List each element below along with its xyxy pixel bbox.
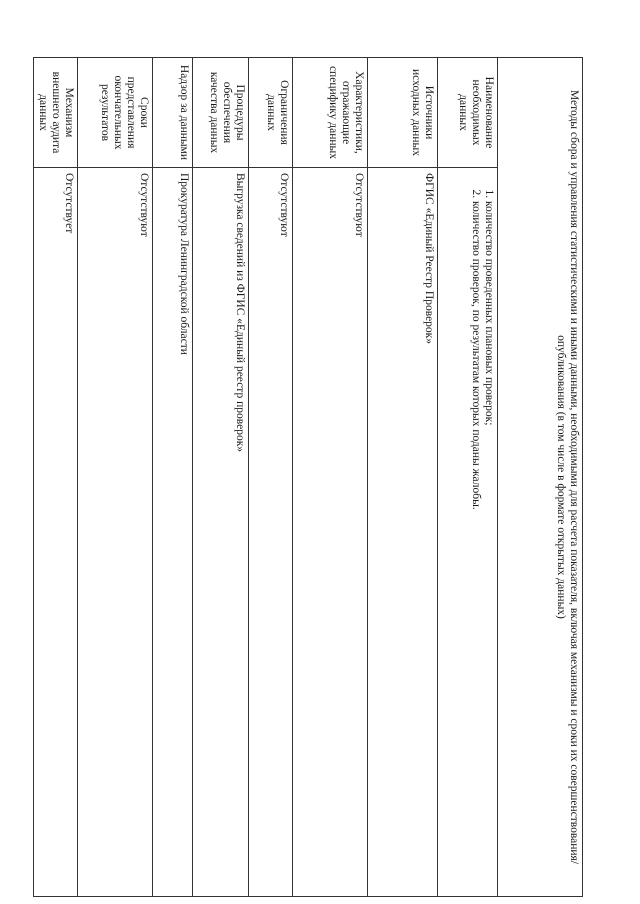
table-row	[438, 58, 498, 897]
table-row	[293, 58, 368, 897]
row-value: Отсутствует	[34, 168, 78, 897]
row-value	[438, 168, 498, 897]
row-value: Отсутствуют	[293, 168, 368, 897]
row-label: Сроки представления окончательных результатов	[78, 58, 153, 168]
rotated-page	[37, 57, 583, 897]
row-value: Отсутствуют	[78, 168, 153, 897]
row-value: Прокуратура Ленинградской области	[153, 168, 193, 897]
row-value: Выгрузка сведений из ФГИС «Единый реестр проверок»	[193, 168, 249, 897]
methods-table	[33, 57, 583, 897]
list-item: 1. количество проведенных плановых проверок;	[482, 201, 495, 891]
row-label: Наименование необходимых данных	[438, 58, 498, 168]
table-row	[193, 58, 249, 897]
table-row	[78, 58, 153, 897]
needed-data-list	[469, 173, 495, 891]
table-header-row	[498, 58, 583, 897]
row-label: Процедуры обеспечения качества данных	[193, 58, 249, 168]
row-label: Механизм внешнего аудита данных	[34, 58, 78, 168]
list-item: 2. количество проверок, по результатам которых поданы жалобы.	[469, 201, 482, 891]
row-label: Надзор за данными	[153, 58, 193, 168]
row-value: Отсутствуют	[249, 168, 293, 897]
table-header: Методы сбора и управления статистическими и иными данными, необходимыми для расчета показателя, включая механизмы и сроки их совершенствования/опубликования (в том числе в формате открытых данных)	[498, 58, 583, 897]
row-label: Источники исходных данных	[368, 58, 438, 168]
table-row	[368, 58, 438, 897]
table-row	[153, 58, 193, 897]
row-label: Ограничения данных	[249, 58, 293, 168]
row-value: ФГИС «Единый Реестр Проверок»	[368, 168, 438, 897]
table-row	[249, 58, 293, 897]
row-label: Характеристики, отражающие специфику данных	[293, 58, 368, 168]
table-row	[34, 58, 78, 897]
